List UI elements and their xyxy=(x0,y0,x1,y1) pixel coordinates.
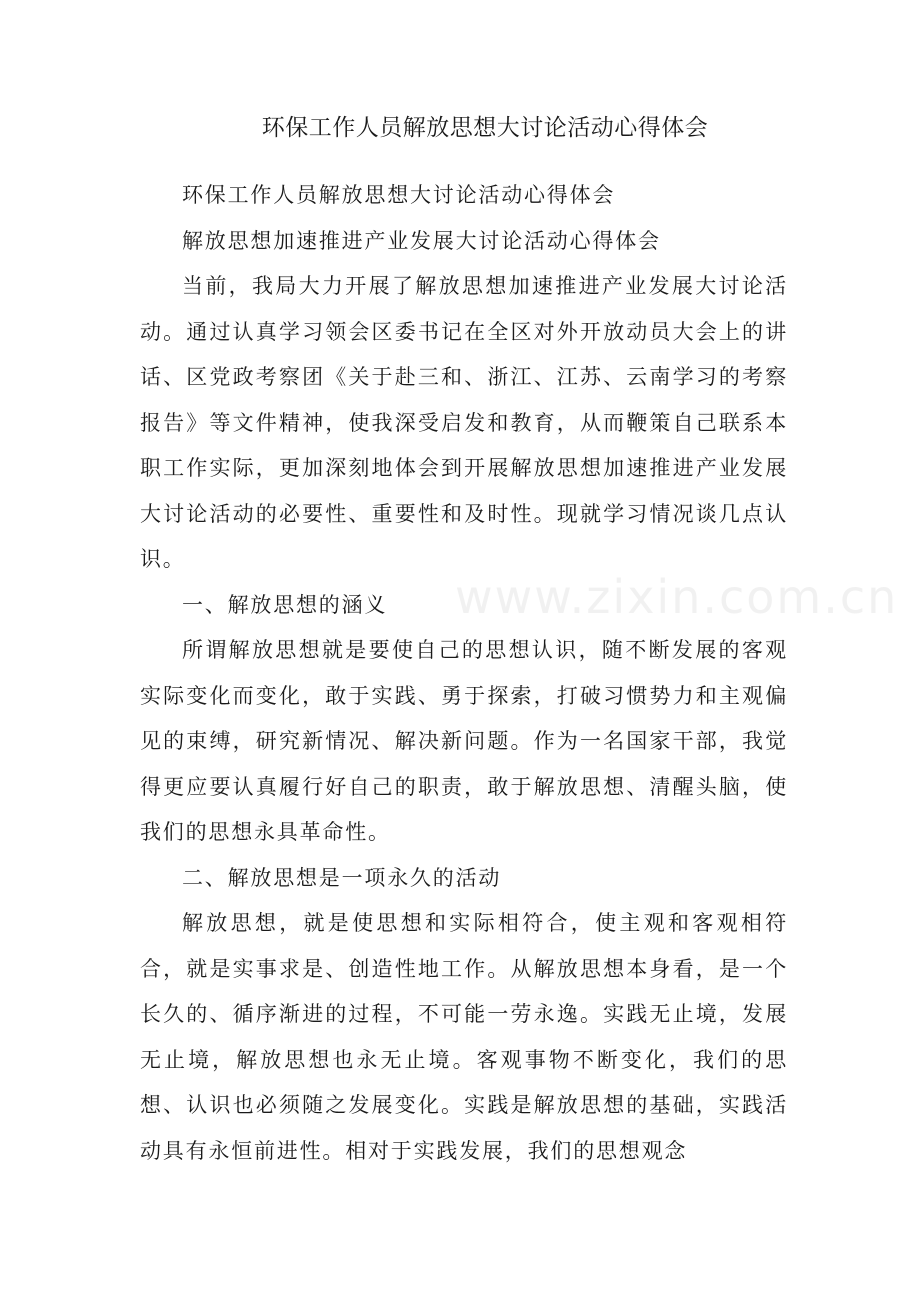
paragraph-section-2: 解放思想，就是使思想和实际相符合，使主观和客观相符合，就是实事求是、创造性地工作。从解放思想本身看，是一个长久的、循序渐进的过程，不可能一劳永逸。实践无止境，发展无止境，解放思想也永无止境。客观事物不断变化，我们的思想、认识也必须随之发展变化。实践是解放思想的基础，实践活动具有永恒前进性。相对于实践发展，我们的思想观念 xyxy=(140,911,788,1163)
paragraph-intro: 当前，我局大力开展了解放思想加速推进产业发展大讨论活动。通过认真学习领会区委书记在全区对外开放动员大会上的讲话、区党政考察团《关于赴三和、浙江、江苏、云南学习的考察报告》等文件精神，使我深受启发和教育，从而鞭策自己联系本职工作实际，更加深刻地体会到开展解放思想加速推进产业发展大讨论活动的必要性、重要性和及时性。现就学习情况谈几点认识。 xyxy=(140,274,788,571)
watermark: www.zixin.com.cn xyxy=(455,570,899,624)
section-heading-1: 一、解放思想的涵义 xyxy=(182,592,388,617)
paragraph-subtitle-1: 环保工作人员解放思想大讨论活动心得体会 xyxy=(182,183,616,207)
document-title: 环保工作人员解放思想大讨论活动心得体会 xyxy=(261,115,709,141)
paragraph-subtitle-2: 解放思想加速推进产业发展大讨论活动心得体会 xyxy=(182,228,661,253)
document-body xyxy=(140,173,788,1174)
paragraph-section-1: 所谓解放思想就是要使自己的思想认识，随不断发展的客观实际变化而变化，敢于实践、勇于探索，打破习惯势力和主观偏见的束缚，研究新情况、解决新问题。作为一名国家干部，我觉得更应要认真履行好自己的职责，敢于解放思想、清醒头脑，使我们的思想永具革命性。 xyxy=(140,638,788,844)
section-heading-2: 二、解放思想是一项永久的活动 xyxy=(182,865,502,890)
